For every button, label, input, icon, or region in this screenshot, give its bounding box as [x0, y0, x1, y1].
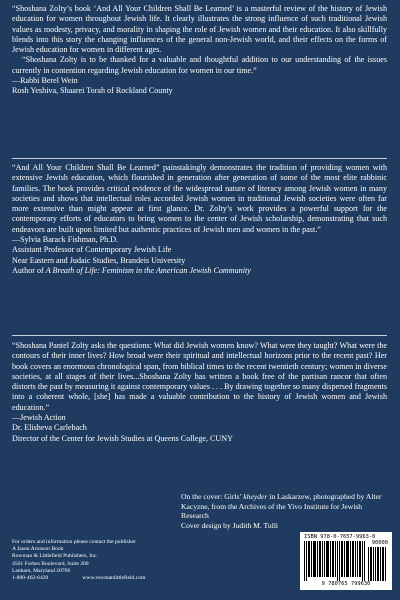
publisher-phone: 1-800-462-6420: [12, 575, 49, 582]
review-jewish-action-attribution-name: —Jewish Action: [12, 413, 66, 423]
review-wein: [12, 4, 387, 97]
cover-credit: [181, 492, 391, 521]
review-jewish-action-attribution-title-2: Director of the Center for Jewish Studies at Queens College, CUNY: [12, 433, 233, 443]
review-wein-attribution-title: Rosh Yeshiva, Shaarei Torah of Rockland County: [12, 86, 173, 96]
author-of-prefix: Author of: [12, 265, 46, 275]
barcode-bars: [304, 541, 388, 581]
isbn-label: [304, 534, 375, 540]
cover-design-credit: Cover design by Judith M. Tulli: [181, 520, 279, 530]
cover-credit-kheyder: kheyder: [243, 492, 268, 501]
cover-note: [181, 492, 391, 530]
price-addon: 90000: [371, 540, 388, 546]
publisher-intro: For orders and information please contact the publisher: [12, 539, 136, 545]
publisher-imprint: A Jason Aronson Book: [12, 546, 64, 553]
isbn-number: ISBN 978-0-7657-9963-0: [304, 534, 376, 540]
publisher-name: Rowman & Littlefield Publishers, Inc.: [12, 553, 98, 560]
barcode-digits: 9 780765 799630: [321, 581, 371, 587]
publisher-city: Lanham, Maryland 20706: [12, 567, 71, 574]
review-jewish-action-paragraph: “Shoshana Pantel Zolty asks the questions: What did Jewish women know? What were they taught? What were the contours of their inner lives? How broad were their spiritual and intellectual horizons prior to the recent past? Her book covers an enormous chronological span, from biblical times to the recent twentieth century; women in diverse societies, at all stages of their lives...Shoshana Zolty has written a book free of the partisan rancor that often distorts the past by measuring it against contemporary values . . . By drawing together so many dispersed fragments into a coherent whole, [she] has made a valuable contribution to the history of Jewish women and Jewish education.”: [12, 341, 387, 412]
review-fishman-attribution-name: —Sylvia Barack Fishman, Ph.D.: [12, 235, 119, 245]
review-jewish-action: [12, 341, 387, 444]
publisher-contact: [12, 575, 182, 582]
review-fishman-attribution-title-1: Assistant Professor of Contemporary Jewish Life: [12, 245, 172, 255]
divider: [12, 335, 387, 336]
divider: [12, 158, 387, 159]
review-wein-paragraph-2: “Shoshana Zolty is to be thanked for a valuable and thoughtful addition to our understanding of the issues currently in contention regarding Jewish education for women in our time.”: [12, 55, 387, 75]
review-fishman: [12, 163, 387, 276]
publisher-info: [12, 539, 182, 582]
review-jewish-action-attribution-title-1: Dr. Elisheva Carlebach: [12, 423, 87, 433]
review-wein-attribution-name: —Rabbi Berel Wein: [12, 76, 78, 86]
review-fishman-paragraph: “And All Your Children Shall Be Learned” painstakingly demonstrates the tradition of providing women with extensive Jewish education, which flourished in generation after generation of some of the most elite rabbinic families. The book provides critical evidence of the widespread nature of literacy among Jewish women in many societies and shows that intellectual roles accorded Jewish women in traditional Jewish societies were often far more extensive than might appear at first glance. Dr. Zolty’s work provides a powerful support for the contemporary efforts of educators to bring women to the center of Jewish scholarship, demonstrating that such endeavors are built upon limited but authentic practices of Jewish men and women in the past.”: [12, 163, 387, 234]
review-fishman-attribution-title-2: Near Eastern and Judaic Studies, Brandeis University: [12, 255, 186, 265]
publisher-website: www.rowmanlittlefield.com: [82, 575, 146, 582]
book-title: A Breath of Life: Feminism in the American Jewish Community: [45, 265, 251, 275]
publisher-street: 4501 Forbes Boulevard, Suite 200: [12, 560, 89, 567]
review-fishman-attribution-title-3: [12, 266, 387, 276]
cover-credit-end: in Laskarzew, photographed by Alter Kacyzne, from the Archives of the Yivo Institute for Jewish Research: [181, 492, 382, 521]
review-wein-paragraph-1: “Shoshana Zolty’s book ‘And All Your Children Shall Be Learned’ is a masterful review of the history of Jewish education for women throughout Jewish life. It clearly illustrates the strong influence of such traditional Jewish values as modesty, privacy, and morality in shaping the role of Jewish women and their education. It also skillfully blends into this story the changing influences of the general non-Jewish world, and their effects on the forms of Jewish education for women in different ages.: [12, 4, 387, 55]
cover-credit-start: On the cover: Girls’: [181, 492, 244, 501]
isbn-barcode: [300, 532, 392, 590]
